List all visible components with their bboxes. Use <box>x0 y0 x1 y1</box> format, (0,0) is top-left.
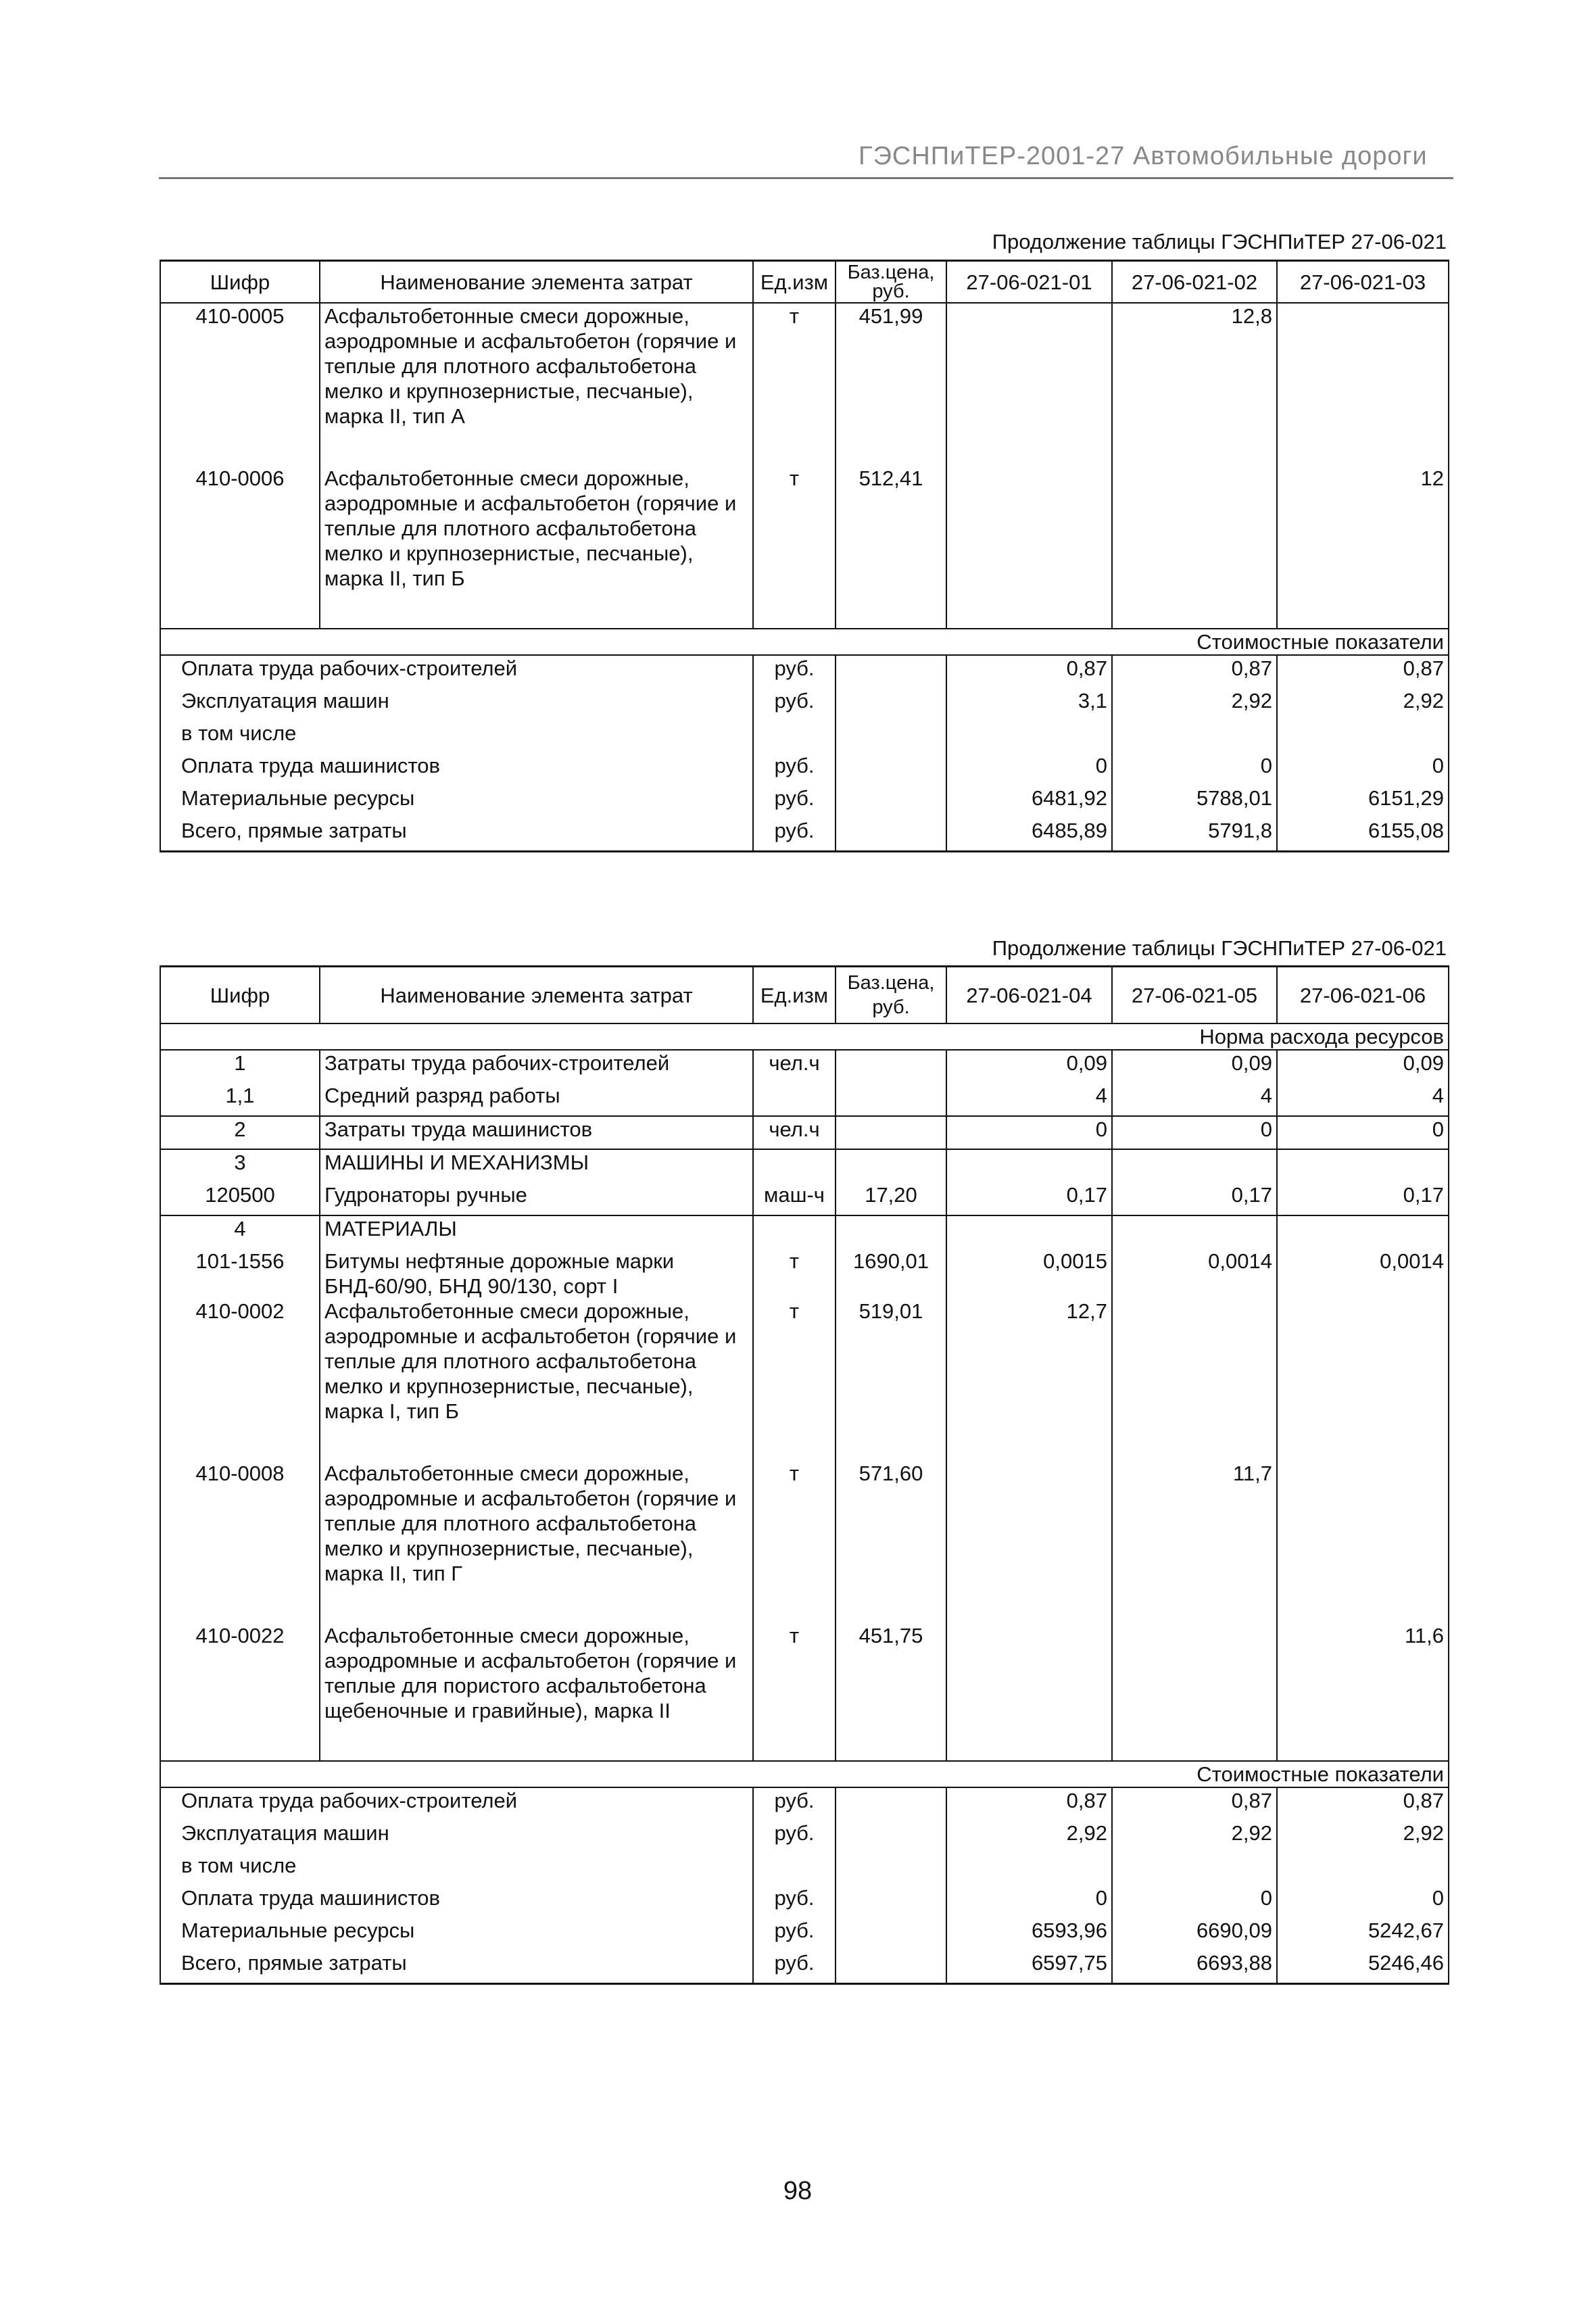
cost-label: в том числе <box>160 1853 753 1885</box>
row-unit <box>753 1149 836 1182</box>
cost-label: в том числе <box>160 721 753 753</box>
cost-unit: руб. <box>753 1787 836 1820</box>
row-value-1: 0,17 <box>946 1182 1112 1215</box>
row-price: 451,99 <box>836 303 946 429</box>
cost-label: Оплата труда машинистов <box>160 1885 753 1918</box>
table-row <box>160 303 1449 429</box>
table-row <box>160 1050 1449 1083</box>
cost-label: Эксплуатация машин <box>160 1820 753 1853</box>
header-name: Наименование элемента затрат <box>320 261 753 304</box>
header-col2: 27-06-021-02 <box>1112 261 1277 304</box>
row-value-3: 11,6 <box>1277 1623 1449 1723</box>
cost-value-3: 0,87 <box>1277 1787 1449 1820</box>
cost-price <box>836 818 946 852</box>
spacer-row <box>160 1586 1449 1623</box>
table-row <box>160 1116 1449 1149</box>
row-code: 410-0002 <box>160 1299 320 1424</box>
spacer-row <box>160 1723 1449 1761</box>
row-code: 410-0006 <box>160 466 320 591</box>
section-title: МАШИНЫ И МЕХАНИЗМЫ <box>320 1149 753 1182</box>
cost-value-2: 6693,88 <box>1112 1950 1277 1984</box>
row-value-2: 4 <box>1112 1083 1277 1116</box>
row-price: 17,20 <box>836 1182 946 1215</box>
cost-value-3: 5242,67 <box>1277 1918 1449 1950</box>
cost-value-2: 0,87 <box>1112 1787 1277 1820</box>
cost-row <box>160 753 1449 786</box>
row-price <box>836 1116 946 1149</box>
header-price <box>836 967 946 1024</box>
row-value-1: 12,7 <box>946 1299 1112 1424</box>
row-price: 519,01 <box>836 1299 946 1424</box>
row-price: 1690,01 <box>836 1249 946 1299</box>
row-value-3 <box>1277 1149 1449 1182</box>
cost-banner: Стоимостные показатели <box>160 629 1449 655</box>
cost-row <box>160 786 1449 818</box>
row-unit: чел.ч <box>753 1050 836 1083</box>
header-rule <box>159 177 1453 179</box>
cost-value-2: 6690,09 <box>1112 1918 1277 1950</box>
cost-row <box>160 688 1449 721</box>
table-row <box>160 1299 1449 1424</box>
header-price-label: Баз.цена, руб. <box>847 972 935 1018</box>
row-value-3 <box>1277 303 1449 429</box>
row-value-1 <box>946 303 1112 429</box>
cost-value-3: 2,92 <box>1277 1820 1449 1853</box>
cost-value-3 <box>1277 1853 1449 1885</box>
header-price <box>836 261 946 304</box>
spacer-row <box>160 429 1449 466</box>
section-row <box>160 1215 1449 1249</box>
row-name: Гудронаторы ручные <box>320 1182 753 1215</box>
table-row <box>160 1249 1449 1299</box>
cost-label: Материальные ресурсы <box>160 786 753 818</box>
row-value-1 <box>946 466 1112 591</box>
spacer-row <box>160 1424 1449 1461</box>
cost-label: Материальные ресурсы <box>160 1918 753 1950</box>
cost-value-2: 0,87 <box>1112 655 1277 688</box>
cost-price <box>836 1918 946 1950</box>
cost-unit: руб. <box>753 786 836 818</box>
cost-value-1: 0,87 <box>946 1787 1112 1820</box>
row-value-1 <box>946 1149 1112 1182</box>
row-value-3 <box>1277 1215 1449 1249</box>
cost-label: Всего, прямые затраты <box>160 1950 753 1984</box>
row-unit: т <box>753 303 836 429</box>
row-value-1 <box>946 1215 1112 1249</box>
row-name: Асфальтобетонные смеси дорожные, аэродромные и асфальтобетон (горячие и теплые для плотного асфальтобетона мелко и крупнозернистые, песчаные), марка I, тип Б <box>320 1299 753 1424</box>
cost-value-1: 6597,75 <box>946 1950 1112 1984</box>
row-price: 571,60 <box>836 1461 946 1586</box>
header-col3: 27-06-021-03 <box>1277 261 1449 304</box>
row-value-2 <box>1112 1149 1277 1182</box>
row-name: Асфальтобетонные смеси дорожные, аэродромные и асфальтобетон (горячие и теплые для плотного асфальтобетона мелко и крупнозернистые, песчаные), марка II, тип Г <box>320 1461 753 1586</box>
table-row <box>160 1461 1449 1586</box>
row-value-1 <box>946 1623 1112 1723</box>
row-value-2: 12,8 <box>1112 303 1277 429</box>
row-value-3: 0 <box>1277 1116 1449 1149</box>
row-price: 451,75 <box>836 1623 946 1723</box>
row-value-3: 4 <box>1277 1083 1449 1116</box>
section-row <box>160 1149 1449 1182</box>
row-value-2: 0 <box>1112 1116 1277 1149</box>
row-unit <box>753 1083 836 1116</box>
row-unit: чел.ч <box>753 1116 836 1149</box>
cost-value-3 <box>1277 721 1449 753</box>
row-unit: т <box>753 1461 836 1586</box>
cost-value-1: 3,1 <box>946 688 1112 721</box>
cost-price <box>836 655 946 688</box>
norm-banner-row <box>160 1023 1449 1050</box>
row-value-3: 12 <box>1277 466 1449 591</box>
table2-header-row <box>160 967 1449 1024</box>
row-name: Асфальтобетонные смеси дорожные, аэродромные и асфальтобетон (горячие и теплые для пористого асфальтобетона щебеночные и гравийные), марка II <box>320 1623 753 1723</box>
row-value-1: 0,09 <box>946 1050 1112 1083</box>
row-unit <box>753 1215 836 1249</box>
table-row <box>160 466 1449 591</box>
cost-value-3: 0 <box>1277 1885 1449 1918</box>
cost-value-3: 0 <box>1277 753 1449 786</box>
cost-row <box>160 1950 1449 1984</box>
cost-value-1: 0 <box>946 1885 1112 1918</box>
header-unit: Ед.изм <box>753 261 836 304</box>
header-code: Шифр <box>160 261 320 304</box>
cost-label: Оплата труда рабочих-строителей <box>160 1787 753 1820</box>
cost-row <box>160 1885 1449 1918</box>
row-unit: маш-ч <box>753 1182 836 1215</box>
cost-label: Всего, прямые затраты <box>160 818 753 852</box>
row-value-3: 0,09 <box>1277 1050 1449 1083</box>
cost-value-1 <box>946 721 1112 753</box>
header-name: Наименование элемента затрат <box>320 967 753 1024</box>
row-name: Затраты труда рабочих-строителей <box>320 1050 753 1083</box>
row-value-2: 0,09 <box>1112 1050 1277 1083</box>
row-value-2 <box>1112 1623 1277 1723</box>
row-value-2 <box>1112 1215 1277 1249</box>
table-row <box>160 1083 1449 1116</box>
row-code: 410-0005 <box>160 303 320 429</box>
cost-value-3: 6151,29 <box>1277 786 1449 818</box>
header-price-label: Баз.цена, руб. <box>847 262 935 302</box>
header-col3: 27-06-021-06 <box>1277 967 1449 1024</box>
row-value-2 <box>1112 466 1277 591</box>
row-code: 2 <box>160 1116 320 1149</box>
cost-price <box>836 1853 946 1885</box>
header-col2: 27-06-021-05 <box>1112 967 1277 1024</box>
cost-value-2: 2,92 <box>1112 1820 1277 1853</box>
page-number: 98 <box>783 2177 813 2205</box>
cost-row <box>160 1918 1449 1950</box>
row-price <box>836 1149 946 1182</box>
table1 <box>160 260 1449 852</box>
row-value-3 <box>1277 1299 1449 1424</box>
cost-value-3: 6155,08 <box>1277 818 1449 852</box>
cost-price <box>836 1885 946 1918</box>
cost-row <box>160 1820 1449 1853</box>
cost-price <box>836 1950 946 1984</box>
row-value-1: 4 <box>946 1083 1112 1116</box>
cost-price <box>836 1820 946 1853</box>
row-code: 410-0008 <box>160 1461 320 1586</box>
row-code: 101-1556 <box>160 1249 320 1299</box>
cost-unit: руб. <box>753 818 836 852</box>
row-price <box>836 1215 946 1249</box>
cost-value-2: 2,92 <box>1112 688 1277 721</box>
cost-label: Оплата труда рабочих-строителей <box>160 655 753 688</box>
table1-caption: Продолжение таблицы ГЭСНПиТЕР 27-06-021 <box>992 230 1447 254</box>
cost-price <box>836 753 946 786</box>
row-code: 4 <box>160 1215 320 1249</box>
row-value-1: 0,0015 <box>946 1249 1112 1299</box>
cost-unit <box>753 721 836 753</box>
cost-value-3: 0,87 <box>1277 655 1449 688</box>
header-col1: 27-06-021-01 <box>946 261 1112 304</box>
header-col1: 27-06-021-04 <box>946 967 1112 1024</box>
row-unit: т <box>753 466 836 591</box>
row-unit: т <box>753 1299 836 1424</box>
row-value-2: 11,7 <box>1112 1461 1277 1586</box>
cost-value-2 <box>1112 1853 1277 1885</box>
spacer-row <box>160 591 1449 629</box>
running-header: ГЭСНПиТЕР-2001-27 Автомобильные дороги <box>859 142 1428 170</box>
cost-value-1: 6481,92 <box>946 786 1112 818</box>
row-name: Затраты труда машинистов <box>320 1116 753 1149</box>
row-unit: т <box>753 1623 836 1723</box>
row-code: 1,1 <box>160 1083 320 1116</box>
cost-unit: руб. <box>753 1950 836 1984</box>
header-code: Шифр <box>160 967 320 1024</box>
cost-unit: руб. <box>753 1820 836 1853</box>
cost-banner-row <box>160 1761 1449 1787</box>
row-value-1: 0 <box>946 1116 1112 1149</box>
cost-row <box>160 1853 1449 1885</box>
cost-unit: руб. <box>753 655 836 688</box>
cost-value-1: 0,87 <box>946 655 1112 688</box>
cost-unit: руб. <box>753 688 836 721</box>
cost-value-1: 6485,89 <box>946 818 1112 852</box>
section-title: МАТЕРИАЛЫ <box>320 1215 753 1249</box>
cost-price <box>836 721 946 753</box>
cost-value-2: 5788,01 <box>1112 786 1277 818</box>
cost-value-3: 5246,46 <box>1277 1950 1449 1984</box>
cost-label: Оплата труда машинистов <box>160 753 753 786</box>
table-row <box>160 1623 1449 1723</box>
row-value-2 <box>1112 1299 1277 1424</box>
table2-caption: Продолжение таблицы ГЭСНПиТЕР 27-06-021 <box>992 936 1447 960</box>
cost-value-2: 0 <box>1112 753 1277 786</box>
cost-value-1: 6593,96 <box>946 1918 1112 1950</box>
table1-header-row <box>160 261 1449 304</box>
row-code: 3 <box>160 1149 320 1182</box>
header-unit: Ед.изм <box>753 967 836 1024</box>
row-value-2: 0,17 <box>1112 1182 1277 1215</box>
cost-value-1 <box>946 1853 1112 1885</box>
row-value-3: 0,0014 <box>1277 1249 1449 1299</box>
row-name: Средний разряд работы <box>320 1083 753 1116</box>
cost-value-1: 0 <box>946 753 1112 786</box>
cost-unit: руб. <box>753 753 836 786</box>
row-code: 120500 <box>160 1182 320 1215</box>
row-value-3: 0,17 <box>1277 1182 1449 1215</box>
row-code: 410-0022 <box>160 1623 320 1723</box>
cost-row <box>160 721 1449 753</box>
row-value-1 <box>946 1461 1112 1586</box>
table2 <box>160 965 1449 1985</box>
row-name: Асфальтобетонные смеси дорожные, аэродромные и асфальтобетон (горячие и теплые для плотного асфальтобетона мелко и крупнозернистые, песчаные), марка II, тип Б <box>320 466 753 591</box>
cost-price <box>836 1787 946 1820</box>
cost-row <box>160 1787 1449 1820</box>
cost-unit: руб. <box>753 1885 836 1918</box>
cost-price <box>836 688 946 721</box>
row-price: 512,41 <box>836 466 946 591</box>
cost-banner-row <box>160 629 1449 655</box>
cost-value-1: 2,92 <box>946 1820 1112 1853</box>
row-code: 1 <box>160 1050 320 1083</box>
row-unit: т <box>753 1249 836 1299</box>
cost-value-2: 0 <box>1112 1885 1277 1918</box>
norm-banner: Норма расхода ресурсов <box>160 1023 1449 1050</box>
table-row <box>160 1182 1449 1215</box>
row-price <box>836 1083 946 1116</box>
cost-row <box>160 655 1449 688</box>
cost-price <box>836 786 946 818</box>
row-value-2: 0,0014 <box>1112 1249 1277 1299</box>
cost-unit: руб. <box>753 1918 836 1950</box>
row-value-3 <box>1277 1461 1449 1586</box>
cost-banner: Стоимостные показатели <box>160 1761 1449 1787</box>
cost-label: Эксплуатация машин <box>160 688 753 721</box>
cost-unit <box>753 1853 836 1885</box>
cost-value-3: 2,92 <box>1277 688 1449 721</box>
cost-value-2 <box>1112 721 1277 753</box>
row-name: Асфальтобетонные смеси дорожные, аэродромные и асфальтобетон (горячие и теплые для плотного асфальтобетона мелко и крупнозернистые, песчаные), марка II, тип А <box>320 303 753 429</box>
row-name: Битумы нефтяные дорожные марки БНД-60/90, БНД 90/130, сорт I <box>320 1249 753 1299</box>
cost-value-2: 5791,8 <box>1112 818 1277 852</box>
row-price <box>836 1050 946 1083</box>
cost-row <box>160 818 1449 852</box>
